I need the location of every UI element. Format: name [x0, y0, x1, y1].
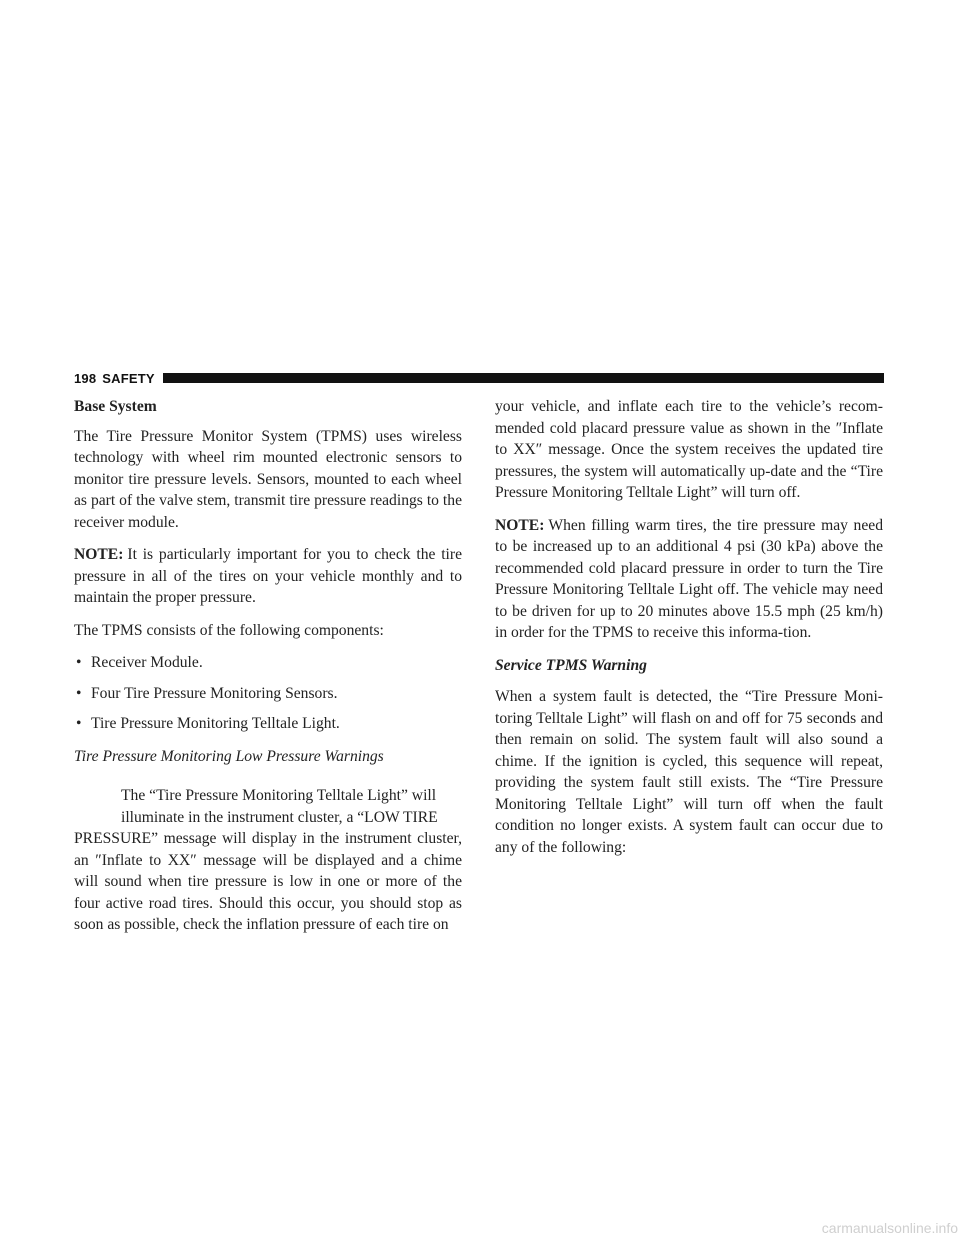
site-watermark: carmanualsonline.info [821, 1220, 958, 1236]
note-label: NOTE: [74, 546, 124, 563]
warning-line-2: illuminate in the instrument cluster, a “LOW TIRE [121, 808, 438, 826]
note-text: When filling warm tires, the tire pressure may need to be increased up to an additional 4 psi (30 kPa) above the recommended cold placard pressure in order to turn the Tire Pressure Monitoring Telltale Light off. The vehicle may need to be driven for up to 20 minutes above 15.5 mph (25 km/h) in order for the TPMS to receive this informa-tion. [495, 516, 883, 641]
system-fault-text: When a system fault is detected, the “Tire Pressure Moni-toring Telltale Light” will flash on and off for 75 seconds and then remain on solid. The system fault will also sound a chime. If the ignition is cycled, this sequence will repeat, providing the system fault still exists. The “Tire Pressure Monitoring Telltale Light” will turn off when the fault condition no longer exists. A system fault can occur due to any of the following: [495, 688, 883, 856]
bullet-icon: • [76, 654, 82, 671]
warning-paragraph [74, 785, 462, 936]
note-paragraph [74, 544, 462, 609]
list-item: • Receiver Module. [74, 652, 462, 674]
components-intro: The TPMS consists of the following components: [74, 621, 384, 639]
page-number: 198 [74, 370, 97, 386]
bullet-icon: • [76, 715, 82, 732]
note-label: NOTE: [495, 516, 545, 534]
page-header [74, 371, 884, 385]
inflate-instructions: your vehicle, and inflate each tire to the vehicle’s recom-mended cold placard pressure value as shown in the ″Inflate to XX″ message. Once the system receives the updated tire pressures, the system will automatically up-date and the “Tire Pressure Monitoring Telltale Light” will turn off. [495, 398, 883, 501]
warning-text: PRESSURE” message will display in the instrument cluster, an ″Inflate to XX″ message will be displayed and a chime will sound when tire pressure is low in one or more of the four active road tires. Should this occur, you should stop as soon as possible, check the inflation pressure of each tire on [74, 830, 462, 933]
tpms-description: The Tire Pressure Monitor System (TPMS) uses wireless technology with wheel rim mounted electronic sensors to monitor tire pressure levels. Sensors, mounted to each wheel as part of the valve stem, transmit tire pressure readings to the receiver module. [74, 427, 462, 531]
section-title: SAFETY [102, 370, 155, 386]
low-pressure-warnings-heading: Tire Pressure Monitoring Low Pressure Warnings [74, 747, 384, 765]
header-rule [163, 373, 884, 383]
right-column [495, 396, 883, 869]
bullet-icon: • [76, 684, 82, 702]
note-text: It is particularly important for you to check the tire pressure in all of the tires on your vehicle monthly and to maintain the proper pressure. [74, 546, 462, 606]
service-tpms-heading: Service TPMS Warning [495, 656, 647, 674]
list-item: • Tire Pressure Monitoring Telltale Light. [74, 713, 462, 735]
base-system-heading: Base System [74, 398, 157, 415]
list-item: • Four Tire Pressure Monitoring Sensors. [74, 683, 462, 705]
components-list [74, 652, 462, 735]
left-column [74, 396, 462, 947]
note-paragraph [495, 515, 883, 644]
warning-line-1: The “Tire Pressure Monitoring Telltale Light” will [121, 787, 437, 804]
